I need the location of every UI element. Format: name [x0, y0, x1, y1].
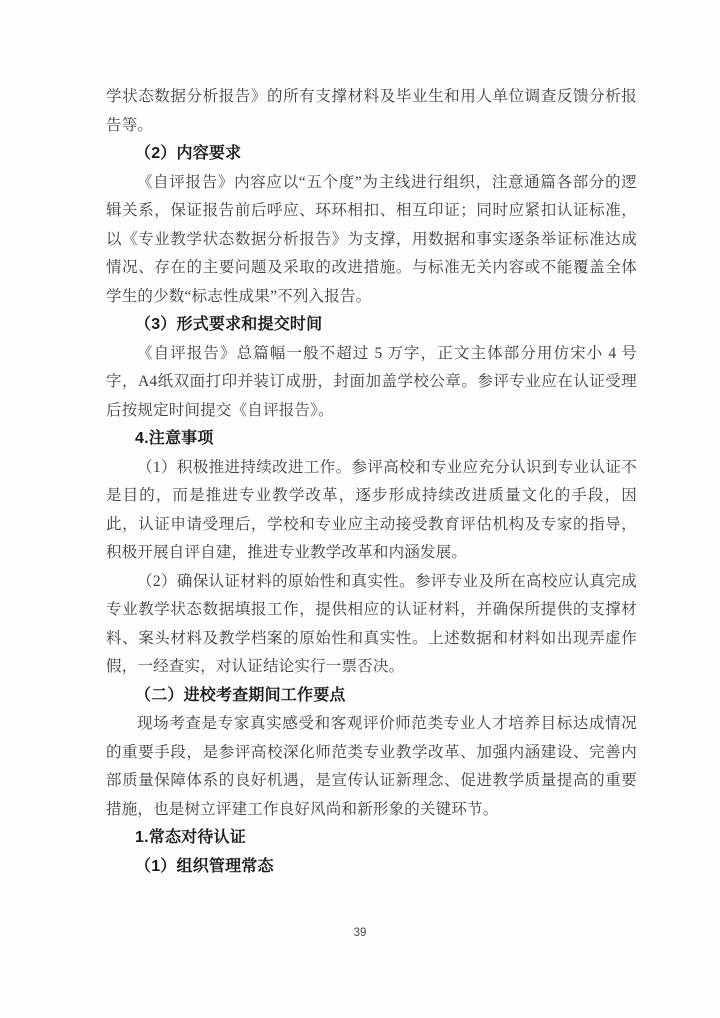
section-heading: （1）组织管理常态 — [135, 857, 274, 875]
page-number: 39 — [353, 927, 367, 939]
paragraph: 《自评报告》总篇幅一般不超过 5 万字，正文主体部分用仿宋小 4 号字，A4纸双面打印并装订成册，封面加盖学校公章。参评专业应在认证受理后按规定时间提交《自评报告》。 — [106, 344, 637, 419]
paragraph: 现场考查是专家真实感受和客观评价师范类专业人才培养目标达成情况的重要手段，是参评高校深化师范类专业教学改革、加强内涵建设、完善内部质量保障体系的良好机遇，是宣传认证新理念、促进教学质量提高的重要措施，也是树立评建工作良好风尚和新形象的关键环节。 — [106, 715, 637, 818]
section-heading: 1.常态对待认证 — [135, 829, 246, 846]
paragraph: （1）积极推进持续改进工作。参评高校和专业应充分认识到专业认证不是目的，而是推进专业教学改革，逐步形成持续改进质量文化的手段，因此，认证申请受理后，学校和专业应主动接受教育评估机构及专家的指导，积极开展自评自建，推进专业教学改革和内涵发展。 — [106, 458, 637, 561]
paragraph: （2）确保认证材料的原始性和真实性。参评专业及所在高校应认真完成专业教学状态数据填报工作，提供相应的认证材料，并确保所提供的支撑材料、案头材料及教学档案的原始性和真实性。上述数据和材料如出现弄虚作假，一经查实，对认证结论实行一票否决。 — [106, 572, 637, 675]
section-heading: （3）形式要求和提交时间 — [135, 316, 323, 333]
section-heading: （二）进校考查期间工作要点 — [135, 686, 346, 704]
paragraph: 学状态数据分析报告》的所有支撑材料及毕业生和用人单位调查反馈分析报告等。 — [106, 88, 637, 134]
document-body — [106, 83, 637, 881]
paragraph: 《自评报告》内容应以“五个度”为主线进行组织，注意通篇各部分的逻辑关系，保证报告前后呼应、环环相扣、相互印证；同时应紧扣认证标准，以《专业教学状态数据分析报告》为支撑，用数据和事实逐条举证标准达成情况、存在的主要问题及采取的改进措施。与标准无关内容或不能覆盖全体学生的少数“标志性成果”不列入报告。 — [106, 173, 637, 305]
section-heading: 4.注意事项 — [135, 430, 214, 447]
section-heading: （2）内容要求 — [135, 145, 242, 162]
